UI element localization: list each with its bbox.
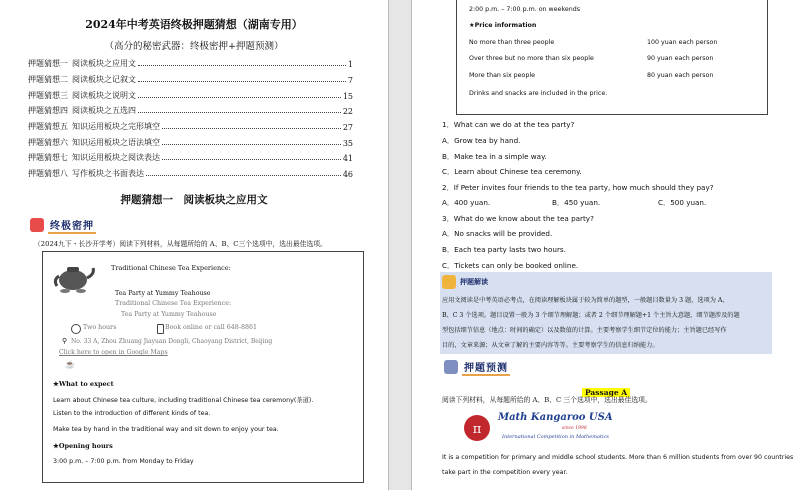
toc-row[interactable]: 押题猜想四 阅读板块之五选四 22 xyxy=(28,106,353,116)
analysis-banner: 押题解读 xyxy=(442,274,488,290)
banner-prediction: 押题预测 xyxy=(444,359,510,375)
answer-option[interactable]: A．400 yuan. xyxy=(442,198,491,207)
card-sub1: Traditional Chinese Tea Experience: xyxy=(115,300,232,307)
document-page-right xyxy=(411,0,799,490)
toc-row[interactable]: 押题猜想一 阅读板块之应用文 1 xyxy=(28,59,353,69)
answer-option[interactable]: B．450 yuan. xyxy=(552,198,601,207)
section-heading: 押题猜想一 阅读板块之应用文 xyxy=(120,194,268,206)
answer-option[interactable]: B．Make tea in a simple way. xyxy=(442,152,547,161)
drinks-note: Drinks and snacks are included in the price. xyxy=(469,90,608,97)
price-heading: ★Price information xyxy=(469,22,537,29)
badge-icon xyxy=(30,218,44,232)
opening-heading: ★Opening hours xyxy=(53,442,113,450)
question-text: 3．What do we know about the tea party? xyxy=(442,214,594,223)
answer-option[interactable]: A．No snacks will be provided. xyxy=(442,229,553,238)
price-value: 90 yuan each person xyxy=(647,55,714,62)
toc-row[interactable]: 押题猜想六 知识运用板块之语法填空 35 xyxy=(28,138,353,148)
answer-option[interactable]: A．Grow tea by hand. xyxy=(442,136,521,145)
document-title: 2024年中考英语终极押题猜想（湖南专用） xyxy=(85,18,303,31)
price-value: 100 yuan each person xyxy=(647,39,718,46)
opening-line: 3:00 p.m. – 7:00 p.m. from Monday to Friday xyxy=(53,458,194,465)
document-subtitle: （高分的秘密武器：终极密押+押题预测） xyxy=(104,41,284,52)
toc-row[interactable]: 押题猜想八 写作板块之书面表达 46 xyxy=(28,169,353,179)
svg-text:π: π xyxy=(472,422,482,437)
analysis-line: B、C 3 个选项。题目设置一般为 3 个细节理解题；或者 2 个细节理解题+1 个主旨大意题，细节题涉及的题 xyxy=(442,312,740,319)
card-party: Tea Party at Yummy Teahouse xyxy=(115,290,211,297)
price-group: Over three but no more than six people xyxy=(469,55,594,62)
clock-icon xyxy=(71,324,81,334)
expect-line: Learn about Chinese tea culture, including traditional Chinese tea ceremony(茶道). xyxy=(53,397,314,404)
price-value: 80 yuan each person xyxy=(647,72,714,79)
passage-label: Passage A xyxy=(582,388,630,397)
card-heading: Traditional Chinese Tea Experience: xyxy=(111,264,231,272)
card-booking: Book online or call 648-8861 xyxy=(165,324,257,331)
expect-line: Make tea by hand in the traditional way and sit down to enjoy your tea. xyxy=(53,426,279,433)
passage-instruction: 阅读下列材料，从每题所给的 A、B、C 三个选项中，选出最佳选项。 xyxy=(442,396,652,404)
phone-icon xyxy=(157,324,164,334)
passage-body-line: take part in the competition every year. xyxy=(442,469,568,476)
toc-row[interactable]: 押题猜想二 阅读板块之记叙文 7 xyxy=(28,75,353,85)
answer-option[interactable]: C．500 yuan. xyxy=(658,198,707,207)
expect-heading: ★What to expect xyxy=(53,380,114,388)
expect-line: Listen to the introduction of different kinds of tea. xyxy=(53,410,211,417)
math-kangaroo-logo: π Math Kangaroo USA since 1998 International Competition in Mathematics xyxy=(462,410,662,450)
passage-body-line: It is a competition for primary and middle school students. More than 6 million students from over 90 countries xyxy=(442,454,794,461)
question-intro: （2024九下・长沙开学考）阅读下列材料，从每题所给的 A、B、C三个选项中，选出最佳选项。 xyxy=(34,240,327,248)
answer-option[interactable]: C．Tickets can only be booked online. xyxy=(442,261,579,270)
pencil-icon xyxy=(444,360,458,374)
teapot-icon xyxy=(51,258,97,294)
weekend-hours: 2:00 p.m. – 7:00 p.m. on weekends xyxy=(469,6,581,13)
analysis-line: 目的，文章来源；从文章了解的主要内容等等。主要考察学生的信息归纳能力。 xyxy=(442,342,659,349)
notice-card-continued xyxy=(456,0,768,115)
price-group: No more than three people xyxy=(469,39,555,46)
toc-row[interactable]: 押题猜想五 知识运用板块之完形填空 27 xyxy=(28,122,353,132)
teacup-icon: ☕ xyxy=(65,360,75,369)
price-group: More than six people xyxy=(469,72,536,79)
banner-final-prediction: 终极密押 xyxy=(30,217,96,233)
card-sub2: Tea Party at Yummy Teahouse xyxy=(121,311,217,318)
analysis-line: 型包括细节信息（地点：时间的确定）以及数值的计算。主要考察学生细节定位的能力；主旨题已经写作 xyxy=(442,327,727,334)
toc-row[interactable]: 押题猜想三 阅读板块之说明文 15 xyxy=(28,91,353,101)
map-link[interactable]: Click here to open in Google Maps xyxy=(59,349,168,356)
analysis-line: 应用文阅读是中考英语必考点，在阅读理解板块属于较为简单的题型，一般题目数量为 3 题，选项为 A、 xyxy=(442,297,729,304)
toc-row[interactable]: 押题猜想七 知识运用板块之阅读表达 41 xyxy=(28,153,353,163)
question-text: 1．What can we do at the tea party? xyxy=(442,120,575,129)
kangaroo-icon xyxy=(462,412,492,444)
analysis-box xyxy=(440,272,772,354)
notice-card xyxy=(42,251,364,483)
question-text: 2．If Peter invites four friends to the tea party, how much should they pay? xyxy=(442,183,714,192)
answer-option[interactable]: C．Learn about Chinese tea ceremony. xyxy=(442,167,582,176)
card-hours: Two hours xyxy=(83,324,117,331)
card-address: No. 33 A, Zhou Zhuang Jiayuan Dongli, Chaoyang District, Beijing xyxy=(71,338,273,345)
location-pin-icon: ⚲ xyxy=(62,337,68,345)
answer-option[interactable]: B．Each tea party lasts two hours. xyxy=(442,245,566,254)
document-page-left xyxy=(0,0,389,490)
lightbulb-icon xyxy=(442,275,456,289)
